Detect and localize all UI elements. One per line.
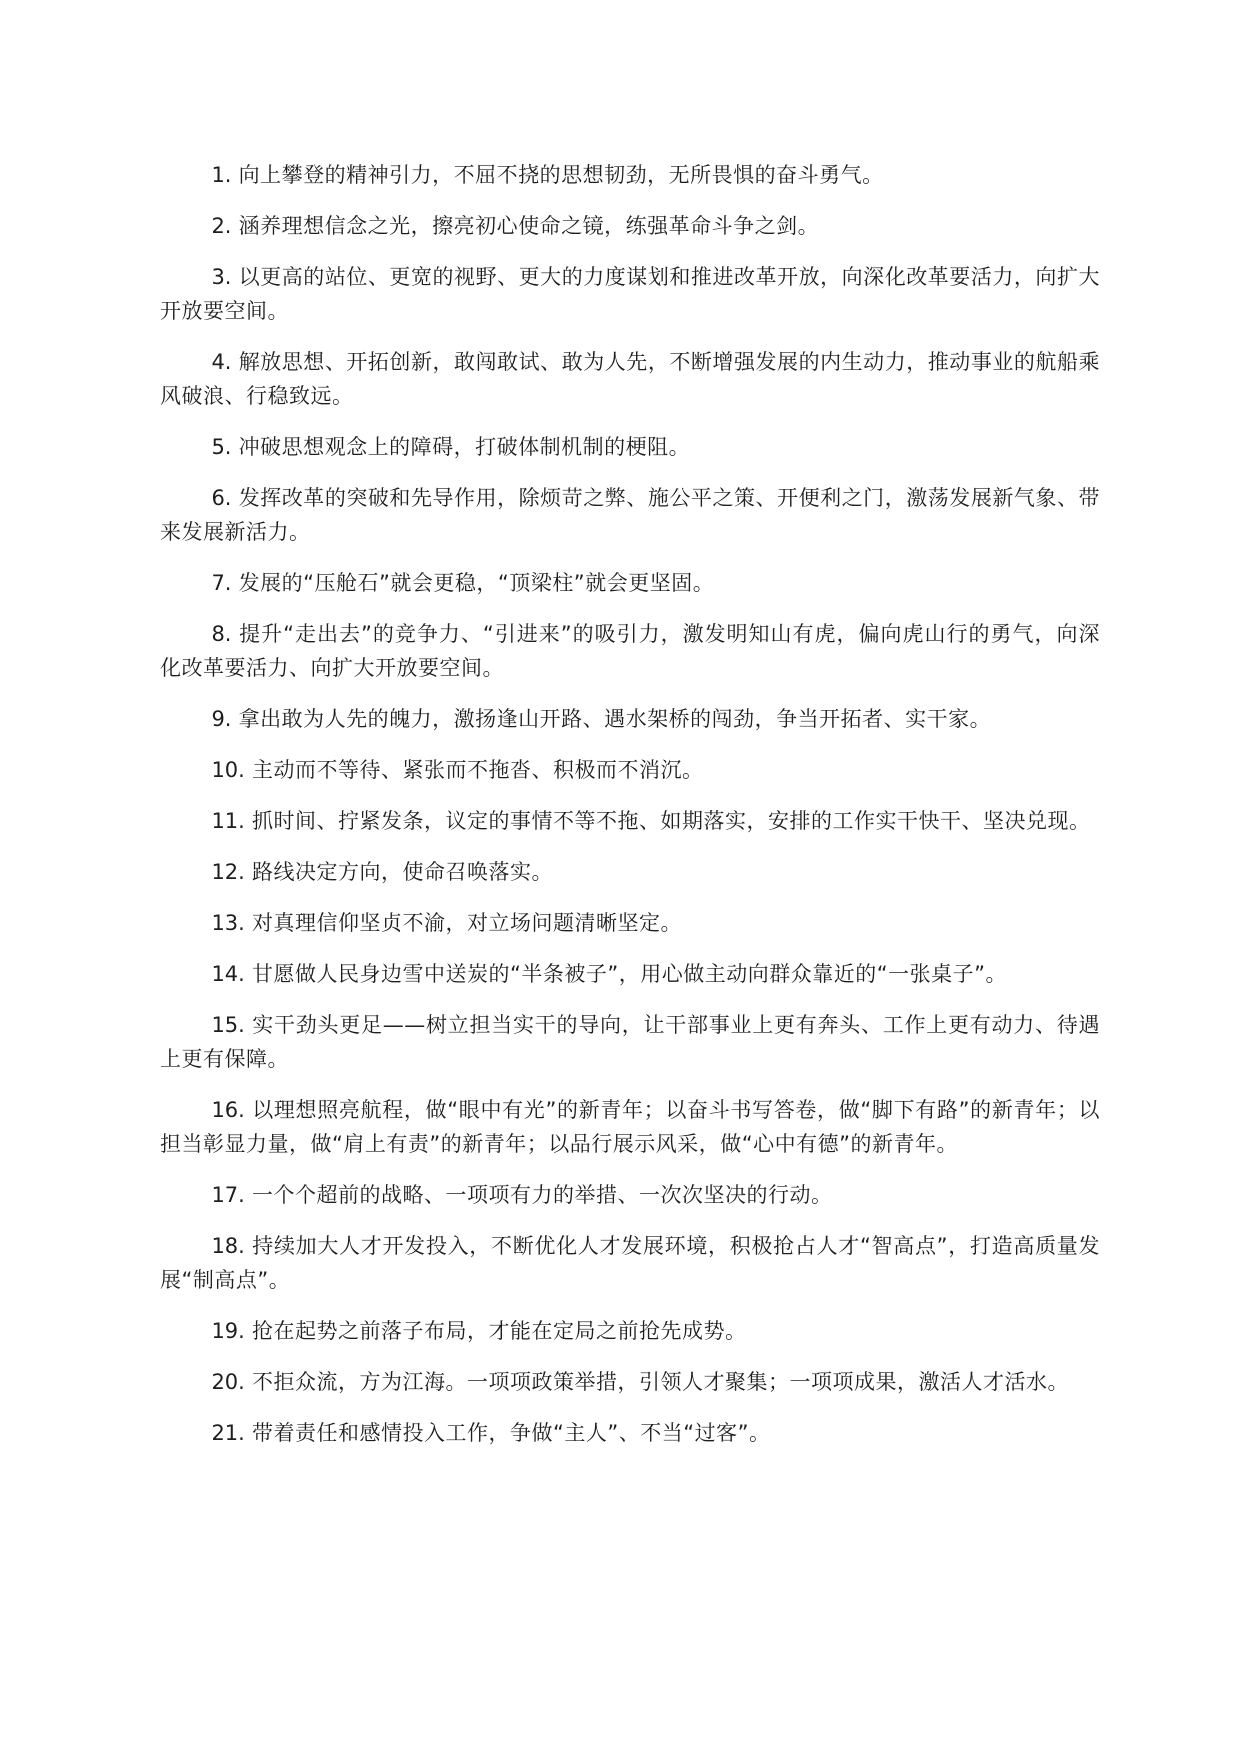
list-item bbox=[160, 430, 1100, 464]
list-item bbox=[160, 1314, 1100, 1348]
list-item bbox=[160, 855, 1100, 889]
item-text: 主动而不等待、紧张而不拖沓、积极而不消沉。 bbox=[252, 758, 704, 782]
item-text: 拿出敢为人先的魄力，激扬逢山开路、遇水架桥的闯劲，争当开拓者、实干家。 bbox=[238, 707, 992, 731]
list-item bbox=[160, 209, 1100, 243]
list-item bbox=[160, 1416, 1100, 1450]
item-text: 对真理信仰坚贞不渝，对立场问题清晰坚定。 bbox=[252, 911, 683, 935]
item-number: 11. bbox=[211, 809, 245, 833]
item-text: 实干劲头更足——树立担当实干的导向，让干部事业上更有奔头、工作上更有动力、待遇上更有保障。 bbox=[160, 1013, 1100, 1071]
list-item bbox=[160, 566, 1100, 600]
item-number: 19. bbox=[211, 1319, 245, 1343]
item-number: 5. bbox=[211, 435, 232, 459]
item-text: 解放思想、开拓创新，敢闯敢试、敢为人先，不断增强发展的内生动力，推动事业的航船乘风破浪、行稳致远。 bbox=[160, 350, 1100, 408]
item-number: 15. bbox=[211, 1013, 245, 1037]
item-text: 带着责任和感情投入工作，争做“主人”、不当“过客”。 bbox=[252, 1421, 771, 1445]
list-item bbox=[160, 260, 1100, 328]
item-text: 以更高的站位、更宽的视野、更大的力度谋划和推进改革开放，向深化改革要活力，向扩大开放要空间。 bbox=[160, 265, 1100, 323]
item-text: 涵养理想信念之光，擦亮初心使命之镜，练强革命斗争之剑。 bbox=[238, 214, 820, 238]
item-text: 不拒众流，方为江海。一项项政策举措，引领人才聚集；一项项成果，激活人才活水。 bbox=[252, 1370, 1070, 1394]
item-number: 12. bbox=[211, 860, 245, 884]
list-item bbox=[160, 481, 1100, 549]
item-number: 8. bbox=[211, 622, 232, 646]
list-item bbox=[160, 804, 1100, 838]
item-number: 10. bbox=[211, 758, 245, 782]
list-item bbox=[160, 345, 1100, 413]
item-text: 持续加大人才开发投入，不断优化人才发展环境，积极抢占人才“智高点”，打造高质量发展“制高点”。 bbox=[160, 1234, 1100, 1292]
list-item bbox=[160, 753, 1100, 787]
item-text: 一个个超前的战略、一项项有力的举措、一次次坚决的行动。 bbox=[252, 1183, 833, 1207]
item-number: 7. bbox=[211, 571, 232, 595]
item-number: 2. bbox=[211, 214, 232, 238]
item-list bbox=[160, 158, 1100, 1450]
item-number: 16. bbox=[211, 1098, 245, 1122]
list-item bbox=[160, 1008, 1100, 1076]
list-item bbox=[160, 1093, 1100, 1161]
list-item bbox=[160, 158, 1100, 192]
item-number: 20. bbox=[211, 1370, 245, 1394]
item-text: 抢在起势之前落子布局，才能在定局之前抢先成势。 bbox=[252, 1319, 747, 1343]
list-item bbox=[160, 1365, 1100, 1399]
list-item bbox=[160, 617, 1100, 685]
item-number: 6. bbox=[211, 486, 232, 510]
item-number: 14. bbox=[211, 962, 245, 986]
list-item bbox=[160, 1178, 1100, 1212]
document-page bbox=[160, 158, 1100, 1467]
item-text: 冲破思想观念上的障碍，打破体制机制的梗阻。 bbox=[238, 435, 691, 459]
list-item bbox=[160, 702, 1100, 736]
item-text: 甘愿做人民身边雪中送炭的“半条被子”，用心做主动向群众靠近的“一张桌子”。 bbox=[252, 962, 1008, 986]
item-text: 以理想照亮航程，做“眼中有光”的新青年；以奋斗书写答卷，做“脚下有路”的新青年；以担当彰显力量，做“肩上有责”的新青年；以品行展示风采，做“心中有德”的新青年。 bbox=[160, 1098, 1101, 1156]
item-text: 发展的“压舱石”就会更稳，“顶梁柱”就会更坚固。 bbox=[238, 571, 715, 595]
item-text: 向上攀登的精神引力，不屈不挠的思想韧劲，无所畏惧的奋斗勇气。 bbox=[238, 163, 884, 187]
item-text: 提升“走出去”的竞争力、“引进来”的吸引力，激发明知山有虎，偏向虎山行的勇气，向深化改革要活力、向扩大开放要空间。 bbox=[160, 622, 1100, 680]
list-item bbox=[160, 957, 1100, 991]
list-item bbox=[160, 906, 1100, 940]
item-number: 3. bbox=[211, 265, 232, 289]
item-text: 路线决定方向，使命召唤落实。 bbox=[252, 860, 554, 884]
item-text: 抓时间、拧紧发条，议定的事情不等不拖、如期落实，安排的工作实干快干、坚决兑现。 bbox=[252, 809, 1091, 833]
item-number: 1. bbox=[211, 163, 232, 187]
item-number: 13. bbox=[211, 911, 245, 935]
item-number: 18. bbox=[211, 1234, 245, 1258]
item-number: 21. bbox=[211, 1421, 245, 1445]
list-item bbox=[160, 1229, 1100, 1297]
item-text: 发挥改革的突破和先导作用，除烦苛之弊、施公平之策、开便利之门，激荡发展新气象、带来发展新活力。 bbox=[160, 486, 1100, 544]
item-number: 9. bbox=[211, 707, 232, 731]
item-number: 4. bbox=[211, 350, 232, 374]
item-number: 17. bbox=[211, 1183, 245, 1207]
